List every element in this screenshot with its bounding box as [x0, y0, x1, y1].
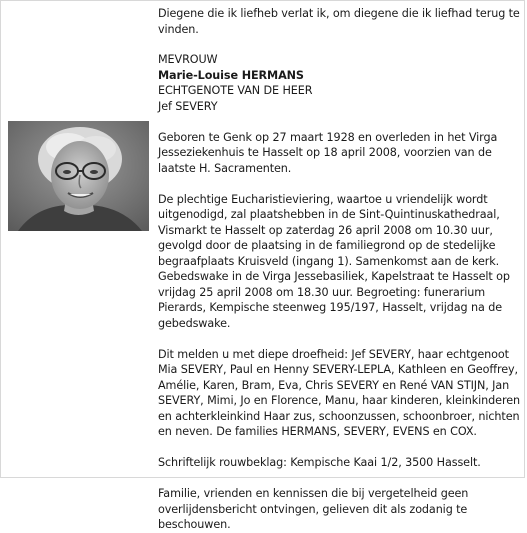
closing-note: Familie, vrienden en kennissen die bij vergetelheid geen overlijdensbericht ontvingen, gelieven dit als zodanig te beschouwen. — [158, 487, 469, 531]
portrait-illustration — [8, 121, 149, 231]
funeral-details-paragraph: De plechtige Eucharistieviering, waartoe u vriendelijk wordt uitgenodigd, zal plaatshebben in de Sint-Quintinuskathedraal, Vismarkt te Hasselt op zaterdag 26 april 2008 om 10.30 uur, gevolgd door de plaatsing in de familiegrond op de stedelijke begraafplaats Kruisveld (ingang 1). Samenkomst aan de kerk. Gebedswake in de Virga Jessebasiliek, Kapelstraat te Hasselt op vrijdag 25 april 2008 om 18.30 uur. Begroeting: funerarium Pierards, Kempische steenweg 195/197, Hasselt, vrijdag na de gebedswake. — [158, 192, 510, 330]
notice-text — [158, 6, 522, 533]
title-line: MEVROUW — [158, 53, 218, 66]
portrait-photo — [8, 121, 149, 231]
name-block — [158, 52, 522, 114]
spouse-name: Jef SEVERY — [158, 99, 218, 113]
condolence-address: Schriftelijk rouwbeklag: Kempische Kaai 1/2, 3500 Hasselt. — [158, 456, 481, 469]
birth-death-paragraph: Geboren te Genk op 27 maart 1928 en overleden in het Virga Jesseziekenhuis te Hasselt op 18 april 2008, voorzien van de laatste H. Sacramenten. — [158, 130, 498, 175]
deceased-name: Marie-Louise HERMANS — [158, 68, 304, 82]
memorial-quote: Diegene die ik liefheb verlat ik, om diegene die ik liefhad terug te vinden. — [158, 7, 520, 36]
spouse-title-line: ECHTGENOTE VAN DE HEER — [158, 84, 313, 97]
family-paragraph: Dit melden u met diepe droefheid: Jef SEVERY, haar echtgenoot Mia SEVERY, Paul en Henny SEVERY-LEPLA, Kathleen en Geoffrey, Amélie, Karen, Bram, Eva, Chris SEVERY en René VAN STIJN, Jan SEVERY, Mimi, Jo en Florence, Manu, haar kinderen, kleinkinderen en achterkleinkind Haar zus, schoonzussen, schoonbroer, nichten en neven. De families HERMANS, SEVERY, EVENS en COX. — [158, 347, 520, 438]
